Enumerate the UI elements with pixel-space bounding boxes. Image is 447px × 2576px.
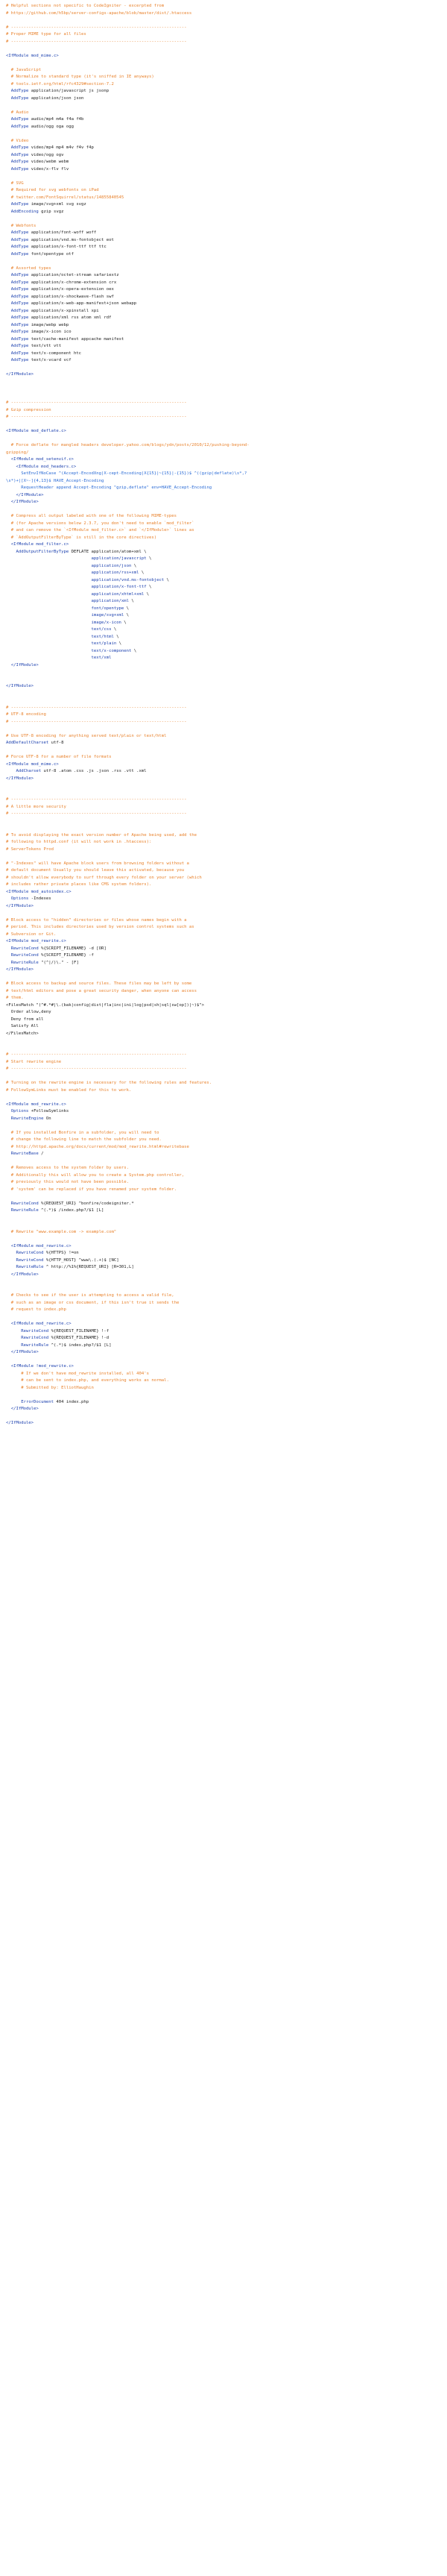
code-line: <IfModule mod_deflate.c> — [6, 429, 66, 433]
code-line: # following to httpd.conf (it will not work in .htaccess): — [6, 840, 152, 844]
code-line: AddType font/opentype otf — [10, 251, 74, 257]
code-line: # Required for svg webfonts on iPad — [6, 188, 99, 192]
code-line — [6, 697, 447, 705]
code-line: RewriteCond %{REQUEST_FILENAME} !-f — [21, 1328, 110, 1333]
code-line: <IfModule mod_rewrite.c> — [6, 939, 66, 943]
code-line: # can be sent to index.php, and everything works as normal. — [6, 1378, 169, 1383]
code-line — [6, 386, 447, 393]
code-line: # includes rather private places like CMS system folders). — [6, 882, 152, 887]
code-line — [6, 216, 447, 223]
code-line — [6, 393, 447, 400]
code-line: AddType application/x-shockwave-flash swf — [10, 294, 114, 299]
code-line: # ---------------------------------------------------------------------- — [6, 39, 187, 44]
code-line — [6, 782, 447, 790]
code-line — [6, 825, 447, 832]
code-line: # ---------------------------------------------------------------------- — [6, 1066, 187, 1071]
code-line: <IfModule mod_filter.c> — [6, 542, 69, 547]
code-line: # Gzip compression — [6, 407, 51, 412]
code-line: </IfModule> — [6, 500, 39, 504]
code-line: # JavaScript — [6, 67, 42, 72]
code-line: # tools.ietf.org/html/rfc4329#section-7.2 — [6, 81, 114, 87]
code-line: <IfModule mod_autoindex.c> — [6, 889, 72, 894]
code-line: RewriteRule ^(.*)$ index.php?/$1 [L] — [21, 1342, 112, 1348]
code-line: </FilesMatch> — [6, 1031, 39, 1036]
code-line: RewriteEngine On — [10, 1116, 51, 1121]
code-line — [6, 669, 447, 676]
code-line: RewriteCond %{HTTP_HOST} ^www\.(.+)$ [NC] — [16, 1257, 119, 1263]
code-line: application/xhtml+xml \ — [91, 591, 149, 597]
code-line — [6, 1314, 447, 1322]
code-line: AddType text/cache-manifest appcache manifest — [10, 336, 124, 342]
code-line: Deny from all — [6, 1017, 44, 1022]
code-line: </IfModule> — [6, 1272, 39, 1277]
code-line — [6, 691, 447, 698]
code-line: # Compress all output labeled with one of the following MIME-types — [6, 514, 177, 518]
code-line — [6, 853, 447, 861]
code-line: AddType application/x-xpinstall xpi — [10, 308, 99, 313]
code-line — [6, 131, 447, 138]
code-line: # Use UTF-8 encoding for anything served text/plain or text/html — [6, 733, 167, 738]
code-line: RewriteRule "(^|/)\." - [F] — [10, 960, 79, 965]
code-line: AddType application/xml rss atom xml rdf — [10, 315, 112, 320]
code-line — [6, 379, 447, 386]
code-line: RewriteCond %{REQUEST_URI} ^bonfire/codeigniter.* — [10, 1201, 134, 1206]
code-line: RewriteRule ^ http://%1%{REQUEST_URI} [R=301,L] — [16, 1265, 134, 1269]
code-line: # them. — [6, 996, 24, 1000]
code-line: AddType image/x-icon ico — [10, 330, 72, 334]
code-line: </IfModule> — [6, 1350, 39, 1354]
code-line: # https://github.com/h5bp/server-configs-apache/blob/master/dist/.htaccess — [6, 10, 192, 16]
code-line: </IfModule> — [6, 1421, 34, 1425]
code-line: # FollowSymLinks must be enabled for this to work. — [6, 1087, 132, 1093]
code-line: AddType application/x-font-ttf ttf ttc — [10, 245, 107, 249]
code-line: </IfModule> — [6, 684, 34, 688]
code-line: # Subversion or Git. — [6, 932, 57, 937]
code-line: # Additionally this will allow you to create a System.php controller, — [6, 1172, 185, 1178]
code-line — [6, 910, 447, 917]
code-line: Options +FollowSymlinks — [10, 1109, 69, 1113]
code-line: AddType application/font-woff woff — [10, 230, 97, 235]
code-line: # Start rewrite engine — [6, 1059, 62, 1064]
code-line: AddType application/x-chrome-extension crx — [10, 280, 117, 285]
code-line: # request to index.php — [6, 1307, 66, 1312]
code-line: # Audio — [6, 110, 29, 115]
code-line: RequestHeader append Accept-Encoding "gzip,deflate" env=HAVE_Accept-Encoding — [6, 486, 212, 490]
code-line: </IfModule> — [6, 903, 34, 908]
code-line — [6, 1357, 447, 1364]
code-line: AddType application/x-opera-extension oex — [10, 287, 114, 292]
code-line: # ---------------------------------------------------------------------- — [6, 25, 187, 30]
code-line: # Checks to see if the user is attempting to access a valid file, — [6, 1293, 174, 1298]
code-line: <IfModule mod_headers.c> — [6, 464, 77, 469]
code-line: # Block access to "hidden" directories or files whose names begin with a — [6, 917, 187, 923]
code-line: AddType application/javascript js jsonp — [10, 89, 110, 93]
code-line: <IfModule !mod_rewrite.c> — [6, 1364, 74, 1369]
code-line — [6, 1193, 447, 1201]
code-line: AddType video/ogg ogv — [10, 152, 64, 157]
code-line: # 'system' can be replaced if you have renamed your system folder. — [6, 1187, 177, 1192]
code-line — [6, 1215, 447, 1222]
code-line — [6, 1392, 447, 1399]
code-line — [6, 258, 447, 266]
code-line: # ServerTokens Prod — [6, 846, 54, 852]
code-line: </IfModule> — [6, 372, 34, 377]
code-line — [6, 1158, 447, 1166]
code-line: RewriteRule ^(.*)$ /index.php?/$1 [L] — [10, 1208, 104, 1213]
code-line: application/rss+xml \ — [91, 571, 145, 575]
code-line: AddEncoding gzip svgz — [10, 209, 64, 214]
code-line — [6, 436, 447, 443]
code-line: # ---------------------------------------------------------------------- — [6, 797, 187, 802]
code-line — [6, 506, 447, 514]
code-line: RewriteCond %{SCRIPT_FILENAME} -d [OR] — [10, 946, 107, 951]
code-line: image/svg+xml \ — [91, 613, 130, 618]
code-line — [6, 421, 447, 429]
code-line: <IfModule mod_mime.c> — [6, 53, 59, 58]
code-line — [6, 102, 447, 110]
code-line: application/javascript \ — [91, 556, 152, 561]
code-line: # ---------------------------------------------------------------------- — [6, 400, 187, 405]
code-line: AddDefaultCharset utf-8 — [6, 741, 64, 745]
code-line — [6, 818, 447, 826]
code-line: # previously this would not have been possible. — [6, 1180, 130, 1184]
code-line: application/xml \ — [91, 599, 134, 603]
code-line — [6, 676, 447, 684]
code-line — [6, 173, 447, 180]
code-line: # shouldn't allow everybody to surf through every folder on your server (which — [6, 875, 202, 880]
code-line — [6, 1413, 447, 1421]
code-line: gzipping/ — [6, 450, 29, 455]
code-line: # If you installed Bonfire in a subfolder, you will need to — [6, 1130, 159, 1135]
code-line — [6, 747, 447, 755]
code-line: text/plain \ — [91, 641, 121, 646]
code-line: # http://httpd.apache.org/docs/current/mod/mod_rewrite.html#rewritebase — [6, 1144, 189, 1149]
code-line: # Block access to backup and source files. These files may be left by some — [6, 981, 192, 986]
code-line: \s*)+|[X~-]{4,13}$ HAVE_Accept-Encoding — [6, 478, 104, 483]
code-line: AddType image/svg+xml svg svgz — [10, 202, 86, 207]
code-line: Order allow,deny — [6, 1010, 51, 1014]
code-line — [6, 1037, 447, 1045]
code-line: # ---------------------------------------------------------------------- — [6, 705, 187, 710]
code-line: </IfModule> — [6, 776, 34, 781]
code-line: Options -Indexes — [10, 896, 51, 901]
code-line: # Assorted types — [6, 266, 51, 271]
code-line: # such as an image or css document, if this isn't true it sends the — [6, 1300, 180, 1305]
code-line: # Video — [6, 138, 29, 143]
code-line: </IfModule> — [6, 1407, 39, 1411]
code-line — [6, 365, 447, 372]
code-line: # To avoid displaying the exact version number of Apache being used, add the — [6, 832, 197, 838]
code-line: AddType audio/mp4 m4a f4a f4b — [10, 117, 84, 122]
code-line: application/json \ — [91, 563, 137, 568]
code-line: # Helpful sections not specific to CodeIgniter - excerpted from — [6, 4, 165, 8]
code-line: AddType text/x-vcard vcf — [10, 358, 72, 362]
code-line: <IfModule mod_rewrite.c> — [6, 1243, 72, 1248]
code-line: RewriteBase / — [10, 1152, 44, 1156]
code-line: application/vnd.ms-fontobject \ — [91, 577, 169, 582]
code-line: # Turning on the rewrite engine is necessary for the following rules and features. — [6, 1081, 212, 1085]
code-line: # ---------------------------------------------------------------------- — [6, 415, 187, 419]
code-line: AddType video/mp4 mp4 m4v f4v f4p — [10, 145, 94, 150]
code-line — [6, 1286, 447, 1293]
code-line: # ---------------------------------------------------------------------- — [6, 719, 187, 724]
code-line: AddType audio/ogg oga ogg — [10, 124, 74, 129]
code-line: AddCharset utf-8 .atom .css .js .json .rss .vtt .xml — [16, 769, 147, 773]
code-line: image/x-icon \ — [91, 620, 127, 625]
code-line: AddOutputFilterByType DEFLATE application/atom+xml \ — [16, 549, 147, 554]
code-line: # ---------------------------------------------------------------------- — [6, 1052, 187, 1057]
code-line: SetEnvIfNoCase ^(Accept-EncodXng|X-cept-Encoding|X{15}|~{15}|-{15})$ ^((gzip|deflate)\s*,? — [6, 471, 247, 476]
code-line — [6, 1236, 447, 1243]
code-line: # Webfonts — [6, 223, 37, 228]
code-line: <FilesMatch "(^#.*#|\.(bak|config|dist|fla|inc|ini|log|psd|sh|sql|sw[op])|~)$"> — [6, 1002, 205, 1008]
code-line: AddType text/vtt vtt — [10, 344, 62, 348]
code-line — [6, 726, 447, 733]
code-line: # default document Usually you should leave this activated, because you — [6, 868, 185, 873]
code-line: </IfModule> — [6, 492, 44, 497]
code-line: # Removes access to the system folder by users. — [6, 1166, 130, 1170]
code-line: AddType application/json json — [10, 95, 84, 101]
code-line: AddType video/webm webm — [10, 160, 69, 164]
code-line: RewriteCond %{HTTPS} !=on — [16, 1251, 79, 1255]
code-line — [6, 60, 447, 67]
code-line: # Proper MIME type for all files — [6, 32, 86, 37]
code-line: AddType video/x-flv flv — [10, 166, 69, 172]
code-line: # Normalize to standard type (it's sniffed in IE anyways) — [6, 75, 154, 79]
code-line: RewriteCond %{SCRIPT_FILENAME} -f — [10, 953, 94, 958]
code-line: # Force UTF-8 for a number of file formats — [6, 755, 112, 759]
code-line — [6, 17, 447, 25]
code-line: # (for Apache versions below 2.3.7, you don't need to enable `mod_filter` — [6, 521, 194, 526]
code-line — [6, 45, 447, 53]
code-line: <IfModule mod_setenvif.c> — [6, 457, 74, 462]
code-line: # SVG — [6, 180, 24, 186]
code-line: ErrorDocument 404 index.php — [21, 1399, 89, 1404]
code-line: # Rewrite "www.example.com -> example.com" — [6, 1229, 117, 1234]
code-line: <IfModule mod_mime.c> — [6, 761, 59, 767]
code-line: <IfModule mod_rewrite.c> — [6, 1102, 66, 1107]
code-line — [6, 1222, 447, 1229]
code-line: # Force deflate for mangled headers developer.yahoo.com/blogs/ydn/posts/2010/12/pushing-beyond- — [6, 443, 250, 447]
code-line: # change the following line to match the subfolder you need. — [6, 1137, 162, 1142]
code-line: # twitter.com/FontSquirrel/status/14855840545 — [6, 195, 124, 200]
code-line: AddType text/x-component htc — [10, 351, 82, 356]
code-line: <IfModule mod_rewrite.c> — [6, 1322, 72, 1326]
code-line: AddType application/octet-stream safariextz — [10, 273, 119, 277]
code-line — [6, 1122, 447, 1130]
code-line: # and can remove the `<IfModule mod_filter.c>` and `</IfModule>` lines as — [6, 528, 194, 533]
code-line: # If we don't have mod_rewrite installed, all 404's — [6, 1371, 149, 1376]
code-line: # A little more security — [6, 804, 66, 809]
code-line: # period. This includes directories used by version control systems such as — [6, 925, 194, 929]
code-line — [6, 1094, 447, 1102]
code-line — [6, 1073, 447, 1081]
code-line: RewriteCond %{REQUEST_FILENAME} !-d — [21, 1336, 110, 1340]
code-line: AddType application/vnd.ms-fontobject eot — [10, 237, 114, 242]
code-line: </IfModule> — [6, 662, 39, 667]
code-line: </IfModule> — [6, 967, 34, 972]
code-line: AddType image/webp webp — [10, 322, 69, 327]
code-line — [6, 790, 447, 797]
code-line: text/html \ — [91, 634, 119, 639]
code-line: # text/html editors and pose a great security danger, when anyone can access — [6, 988, 197, 993]
code-line — [6, 1278, 447, 1286]
code-line: # ---------------------------------------------------------------------- — [6, 811, 187, 816]
code-line: text/css \ — [91, 627, 117, 632]
code-line: font/opentype \ — [91, 606, 130, 611]
code-line — [6, 974, 447, 981]
code-line: # `AddOutputFilterByType` is still in the core directives) — [6, 535, 157, 540]
code-line — [6, 1045, 447, 1052]
code-line: # Submitted by: ElliotHaughin — [6, 1385, 94, 1390]
code-line: text/x-component \ — [91, 648, 137, 653]
code-line: AddType application/x-web-app-manifest+json webapp — [10, 301, 137, 306]
code-line: Satisfy All — [6, 1024, 39, 1028]
code-line: # "-Indexes" will have Apache block users from browsing folders without a — [6, 861, 189, 866]
code-line: application/x-font-ttf \ — [91, 585, 152, 589]
code-line: text/xml — [91, 656, 112, 660]
code-line: # UTF-8 encoding — [6, 712, 46, 717]
